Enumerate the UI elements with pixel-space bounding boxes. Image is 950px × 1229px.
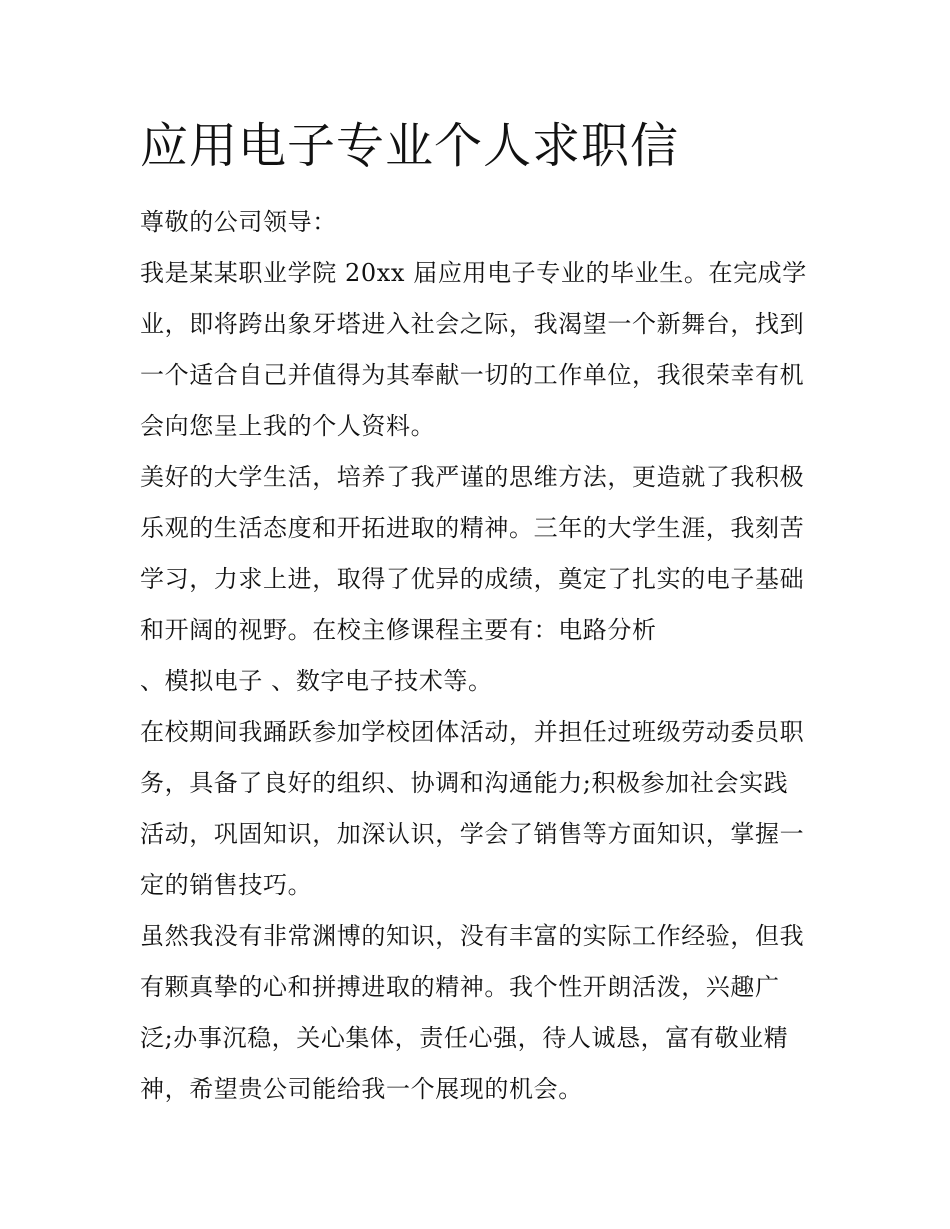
body-line: 业，即将跨出象牙塔进入社会之际，我渴望一个新舞台，找到 (140, 310, 805, 338)
body-line: 乐观的生活态度和开拓进取的精神。三年的大学生涯，我刻苦 (140, 514, 805, 542)
body-line: 有颗真挚的心和拼搏进取的精神。我个性开朗活泼，兴趣广 (140, 973, 780, 1001)
body-line: 会向您呈上我的个人资料。 (140, 412, 436, 440)
body-line: 定的销售技巧。 (140, 871, 313, 899)
document-title: 应用电子专业个人求职信 (140, 118, 680, 174)
greeting-line: 尊敬的公司领导： (140, 208, 337, 236)
body-line: 和开阔的视野。在校主修课程主要有：电路分析 (140, 616, 657, 644)
body-line: 美好的大学生活，培养了我严谨的思维方法，更造就了我积极 (140, 463, 805, 491)
body-line: 我是某某职业学院 20xx 届应用电子专业的毕业生。在完成学 (140, 259, 807, 287)
body-line: 在校期间我踊跃参加学校团体活动，并担任过班级劳动委员职 (140, 718, 805, 746)
body-line: 、模拟电子 、数字电子技术等。 (140, 667, 493, 695)
body-line: 活动，巩固知识，加深认识，学会了销售等方面知识，掌握一 (140, 820, 805, 848)
body-line: 泛;办事沉稳，关心集体，责任心强，待人诚恳，富有敬业精 (140, 1024, 789, 1052)
body-line: 学习，力求上进，取得了优异的成绩，奠定了扎实的电子基础 (140, 565, 805, 593)
body-line: 一个适合自己并值得为其奉献一切的工作单位，我很荣幸有机 (140, 361, 805, 389)
body-line: 务，具备了良好的组织、协调和沟通能力;积极参加社会实践 (140, 769, 789, 797)
body-line: 神，希望贵公司能给我一个展现的机会。 (140, 1075, 583, 1103)
body-line: 虽然我没有非常渊博的知识，没有丰富的实际工作经验，但我 (140, 922, 805, 950)
